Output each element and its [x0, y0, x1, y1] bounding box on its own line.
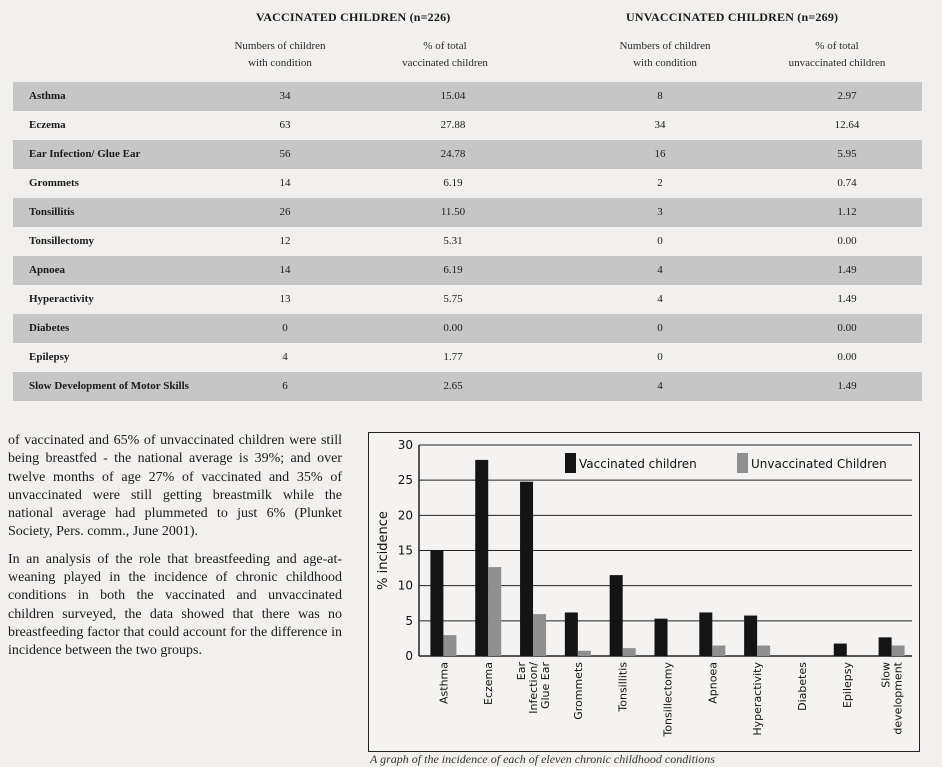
y-tick-label: 5	[405, 613, 413, 628]
vaccinated-count-header: Numbers of children with condition	[234, 40, 326, 69]
x-tick-label	[515, 662, 552, 714]
cell-up: 1.49	[837, 264, 857, 276]
table-row	[13, 111, 922, 140]
condition-label: Slow Development of Motor Skills	[29, 380, 189, 392]
cell-vn: 63	[279, 119, 291, 131]
bar-vaccinated	[699, 612, 712, 656]
x-tick-label	[617, 662, 630, 713]
cell-vp: 6.19	[443, 177, 463, 189]
bar-unvaccinated	[488, 567, 501, 656]
x-tick-label	[572, 662, 585, 720]
cell-up: 0.00	[837, 235, 857, 247]
cell-vn: 0	[282, 322, 288, 334]
condition-label: Tonsillectomy	[29, 235, 94, 247]
cell-un: 8	[657, 90, 663, 102]
incidence-table	[13, 82, 922, 401]
x-tick-label-line: development	[891, 662, 905, 735]
cell-up: 0.00	[837, 322, 857, 334]
cell-un: 0	[657, 351, 663, 363]
cell-un: 2	[657, 177, 663, 189]
unvaccinated-count-header: Numbers of children with condition	[619, 40, 711, 69]
x-tick-label-line: Slow	[879, 662, 893, 688]
cell-vp: 2.65	[443, 380, 463, 392]
cell-un: 4	[657, 293, 663, 305]
cell-un: 3	[657, 206, 663, 218]
cell-up: 1.49	[837, 380, 857, 392]
cell-vp: 5.75	[443, 293, 463, 305]
bar-unvaccinated	[443, 635, 456, 656]
table-row	[13, 314, 922, 343]
bar-vaccinated	[655, 619, 668, 656]
cell-un: 34	[654, 119, 666, 131]
cell-vp: 11.50	[440, 206, 466, 218]
cell-up: 12.64	[834, 119, 860, 131]
table-row	[13, 372, 922, 401]
table-row	[13, 169, 922, 198]
unvaccinated-percent-header: % of total unvaccinated children	[788, 40, 886, 69]
x-tick-label-line: Diabetes	[795, 662, 809, 711]
bar-unvaccinated	[533, 614, 546, 656]
table-row	[13, 256, 922, 285]
bar-unvaccinated	[578, 651, 591, 656]
condition-label: Diabetes	[29, 322, 70, 334]
cell-up: 2.97	[837, 90, 857, 102]
x-tick-label-line: Epilepsy	[840, 662, 854, 709]
cell-vn: 6	[282, 380, 288, 392]
table-row	[13, 227, 922, 256]
x-tick-label-line: Asthma	[437, 662, 451, 704]
legend-swatch-unvaccinated	[737, 453, 748, 473]
x-tick-label-line: Tonsillitis	[616, 662, 630, 712]
cell-vn: 26	[279, 206, 291, 218]
cell-vp: 1.77	[443, 351, 463, 363]
cell-un: 0	[657, 235, 663, 247]
y-tick-label: 30	[397, 438, 413, 452]
cell-vn: 56	[279, 148, 291, 160]
vaccinated-percent-header: % of total vaccinated children	[402, 40, 488, 69]
cell-vp: 27.88	[440, 119, 466, 131]
table-row	[13, 198, 922, 227]
x-tick-label-line: Ear	[515, 662, 529, 681]
chart-caption: A graph of the incidence of each of eleven chronic childhood conditions	[370, 752, 715, 766]
cell-vp: 6.19	[443, 264, 463, 276]
x-tick-label	[751, 662, 764, 736]
condition-label: Ear Infection/ Glue Ear	[29, 148, 141, 160]
bar-unvaccinated	[892, 646, 905, 656]
condition-label: Eczema	[29, 119, 66, 131]
cell-vn: 13	[279, 293, 291, 305]
cell-un: 0	[657, 322, 663, 334]
bar-vaccinated	[565, 612, 578, 656]
paragraph-breastfeeding-stats: of vaccinated and 65% of unvaccinated children were still being breastfed - the national average is 39%; and over twelve months of age 27% of vaccinated and 35% of unvaccinated were still getting breastmilk while the national average had plummeted to just 6% (Plunket Society, Pers. comm., June 2001).	[8, 433, 342, 540]
bar-vaccinated	[610, 575, 623, 656]
cell-un: 4	[657, 380, 663, 392]
x-tick-label	[662, 662, 675, 738]
x-tick-label-line: Grommets	[571, 662, 585, 720]
condition-label: Hyperactivity	[29, 293, 94, 305]
x-tick-label-line: Apnoea	[706, 662, 720, 704]
cell-vp: 24.78	[440, 148, 466, 160]
x-tick-label-line: Tonsillectomy	[661, 662, 675, 737]
bar-unvaccinated	[757, 646, 770, 656]
table-row	[13, 82, 922, 111]
cell-vn: 12	[279, 235, 291, 247]
x-tick-label-line: Eczema	[482, 662, 496, 705]
cell-vn: 14	[279, 177, 291, 189]
unvaccinated-group-title: UNVACCINATED CHILDREN (n=269)	[626, 10, 839, 24]
chart-frame	[368, 432, 920, 752]
cell-up: 0.74	[837, 177, 857, 189]
x-tick-label-line: Glue Ear	[539, 662, 553, 710]
y-tick-label: 25	[397, 473, 413, 488]
x-tick-label	[437, 662, 450, 704]
cell-vn: 14	[279, 264, 291, 276]
x-tick-label	[482, 662, 495, 705]
incidence-bar-chart	[369, 433, 919, 751]
cell-vn: 34	[279, 90, 291, 102]
cell-vn: 4	[282, 351, 288, 363]
x-tick-label	[706, 662, 719, 704]
bar-vaccinated	[834, 644, 847, 656]
x-tick-label	[841, 662, 854, 709]
cell-vp: 5.31	[443, 235, 463, 247]
bar-vaccinated	[430, 550, 443, 656]
cell-vp: 0.00	[443, 322, 463, 334]
bar-vaccinated	[744, 616, 757, 656]
y-tick-label: 0	[405, 649, 413, 663]
condition-label: Asthma	[29, 90, 66, 102]
legend-swatch-vaccinated	[565, 453, 576, 473]
legend-label: Vaccinated children	[579, 457, 697, 471]
legend-label: Unvaccinated Children	[751, 457, 887, 471]
bar-unvaccinated	[712, 646, 725, 656]
y-tick-label: 10	[397, 578, 413, 593]
paragraph-breastfeeding-analysis: In an analysis of the role that breastfeeding and age-at-weaning played in the incidence of chronic childhood conditions in both the vaccinated and unvaccinated children surveyed, the data showed that there was no breastfeeding factor that could account for the difference in incidence between the two groups.	[8, 551, 342, 659]
bar-vaccinated	[520, 482, 533, 656]
x-tick-label	[796, 662, 809, 711]
article-text	[8, 432, 342, 670]
y-axis-label: % incidence	[376, 511, 391, 590]
y-tick-label: 20	[397, 508, 413, 523]
cell-un: 16	[654, 148, 666, 160]
cell-up: 1.12	[837, 206, 857, 218]
table-row	[13, 285, 922, 314]
bar-vaccinated	[475, 460, 488, 656]
cell-up: 5.95	[837, 148, 857, 160]
cell-vp: 15.04	[440, 90, 466, 102]
table-row	[13, 343, 922, 372]
y-tick-label: 15	[397, 543, 413, 558]
condition-label: Grommets	[29, 177, 79, 189]
x-tick-label-line: Infection/	[527, 662, 541, 714]
cell-up: 1.49	[837, 293, 857, 305]
bar-vaccinated	[879, 637, 892, 656]
cell-up: 0.00	[837, 351, 857, 363]
condition-label: Apnoea	[29, 264, 66, 276]
bar-unvaccinated	[623, 648, 636, 656]
condition-label: Tonsillitis	[29, 206, 75, 218]
cell-un: 4	[657, 264, 663, 276]
x-tick-label-line: Hyperactivity	[751, 662, 765, 736]
table-row	[13, 140, 922, 169]
x-tick-label	[880, 661, 905, 734]
condition-label: Epilepsy	[29, 351, 70, 363]
vaccinated-group-title: VACCINATED CHILDREN (n=226)	[256, 10, 451, 24]
